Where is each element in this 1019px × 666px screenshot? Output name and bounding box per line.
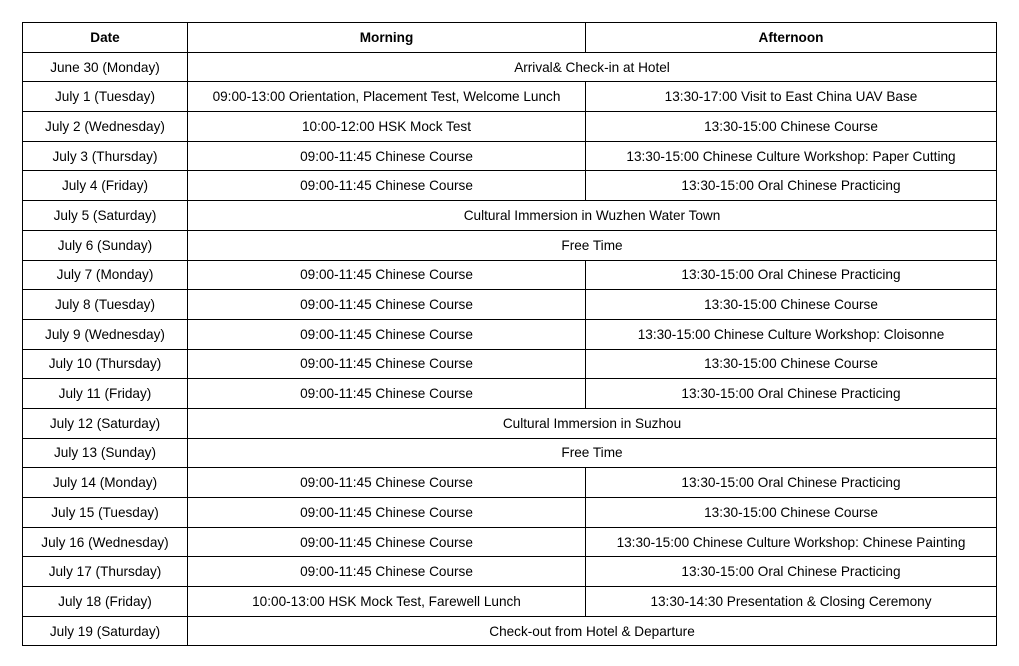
date-cell: July 4 (Friday) bbox=[23, 171, 188, 201]
date-cell: July 2 (Wednesday) bbox=[23, 112, 188, 142]
full-day-cell: Arrival& Check-in at Hotel bbox=[188, 52, 997, 82]
date-cell: July 1 (Tuesday) bbox=[23, 82, 188, 112]
table-row bbox=[23, 498, 997, 528]
afternoon-cell: 13:30-17:00 Visit to East China UAV Base bbox=[586, 82, 997, 112]
morning-cell: 09:00-11:45 Chinese Course bbox=[188, 527, 586, 557]
table-row bbox=[23, 52, 997, 82]
table-row bbox=[23, 260, 997, 290]
morning-cell: 09:00-13:00 Orientation, Placement Test, Welcome Lunch bbox=[188, 82, 586, 112]
afternoon-cell: 13:30-15:00 Chinese Culture Workshop: Chinese Painting bbox=[586, 527, 997, 557]
header-afternoon: Afternoon bbox=[586, 23, 997, 53]
morning-cell: 09:00-11:45 Chinese Course bbox=[188, 498, 586, 528]
date-cell: July 7 (Monday) bbox=[23, 260, 188, 290]
table-row bbox=[23, 201, 997, 231]
header-morning: Morning bbox=[188, 23, 586, 53]
table-row bbox=[23, 112, 997, 142]
table-row bbox=[23, 230, 997, 260]
morning-cell: 09:00-11:45 Chinese Course bbox=[188, 290, 586, 320]
date-cell: July 6 (Sunday) bbox=[23, 230, 188, 260]
date-cell: July 3 (Thursday) bbox=[23, 141, 188, 171]
afternoon-cell: 13:30-14:30 Presentation & Closing Ceremony bbox=[586, 587, 997, 617]
morning-cell: 09:00-11:45 Chinese Course bbox=[188, 557, 586, 587]
table-row bbox=[23, 349, 997, 379]
schedule-body bbox=[23, 52, 997, 646]
afternoon-cell: 13:30-15:00 Chinese Course bbox=[586, 498, 997, 528]
date-cell: July 19 (Saturday) bbox=[23, 616, 188, 646]
date-cell: July 14 (Monday) bbox=[23, 468, 188, 498]
table-row bbox=[23, 290, 997, 320]
date-cell: July 16 (Wednesday) bbox=[23, 527, 188, 557]
afternoon-cell: 13:30-15:00 Chinese Culture Workshop: Cloisonne bbox=[586, 319, 997, 349]
table-row bbox=[23, 379, 997, 409]
table-row bbox=[23, 82, 997, 112]
full-day-cell: Cultural Immersion in Suzhou bbox=[188, 408, 997, 438]
date-cell: July 13 (Sunday) bbox=[23, 438, 188, 468]
table-row bbox=[23, 408, 997, 438]
afternoon-cell: 13:30-15:00 Chinese Course bbox=[586, 112, 997, 142]
afternoon-cell: 13:30-15:00 Oral Chinese Practicing bbox=[586, 260, 997, 290]
morning-cell: 09:00-11:45 Chinese Course bbox=[188, 141, 586, 171]
afternoon-cell: 13:30-15:00 Oral Chinese Practicing bbox=[586, 379, 997, 409]
date-cell: July 17 (Thursday) bbox=[23, 557, 188, 587]
table-row bbox=[23, 557, 997, 587]
afternoon-cell: 13:30-15:00 Oral Chinese Practicing bbox=[586, 171, 997, 201]
table-row bbox=[23, 527, 997, 557]
schedule-table bbox=[22, 22, 997, 646]
table-row bbox=[23, 616, 997, 646]
full-day-cell: Cultural Immersion in Wuzhen Water Town bbox=[188, 201, 997, 231]
morning-cell: 10:00-13:00 HSK Mock Test, Farewell Lunch bbox=[188, 587, 586, 617]
full-day-cell: Free Time bbox=[188, 230, 997, 260]
table-row bbox=[23, 587, 997, 617]
morning-cell: 09:00-11:45 Chinese Course bbox=[188, 468, 586, 498]
date-cell: July 15 (Tuesday) bbox=[23, 498, 188, 528]
date-cell: July 10 (Thursday) bbox=[23, 349, 188, 379]
afternoon-cell: 13:30-15:00 Chinese Course bbox=[586, 290, 997, 320]
afternoon-cell: 13:30-15:00 Chinese Culture Workshop: Paper Cutting bbox=[586, 141, 997, 171]
date-cell: July 8 (Tuesday) bbox=[23, 290, 188, 320]
afternoon-cell: 13:30-15:00 Oral Chinese Practicing bbox=[586, 557, 997, 587]
date-cell: July 9 (Wednesday) bbox=[23, 319, 188, 349]
afternoon-cell: 13:30-15:00 Chinese Course bbox=[586, 349, 997, 379]
full-day-cell: Check-out from Hotel & Departure bbox=[188, 616, 997, 646]
header-row bbox=[23, 23, 997, 53]
date-cell: July 11 (Friday) bbox=[23, 379, 188, 409]
table-row bbox=[23, 141, 997, 171]
morning-cell: 09:00-11:45 Chinese Course bbox=[188, 349, 586, 379]
table-row bbox=[23, 171, 997, 201]
table-row bbox=[23, 438, 997, 468]
date-cell: July 5 (Saturday) bbox=[23, 201, 188, 231]
table-row bbox=[23, 319, 997, 349]
date-cell: July 18 (Friday) bbox=[23, 587, 188, 617]
full-day-cell: Free Time bbox=[188, 438, 997, 468]
date-cell: June 30 (Monday) bbox=[23, 52, 188, 82]
morning-cell: 09:00-11:45 Chinese Course bbox=[188, 260, 586, 290]
header-date: Date bbox=[23, 23, 188, 53]
table-row bbox=[23, 468, 997, 498]
morning-cell: 09:00-11:45 Chinese Course bbox=[188, 171, 586, 201]
morning-cell: 09:00-11:45 Chinese Course bbox=[188, 379, 586, 409]
morning-cell: 09:00-11:45 Chinese Course bbox=[188, 319, 586, 349]
morning-cell: 10:00-12:00 HSK Mock Test bbox=[188, 112, 586, 142]
date-cell: July 12 (Saturday) bbox=[23, 408, 188, 438]
afternoon-cell: 13:30-15:00 Oral Chinese Practicing bbox=[586, 468, 997, 498]
